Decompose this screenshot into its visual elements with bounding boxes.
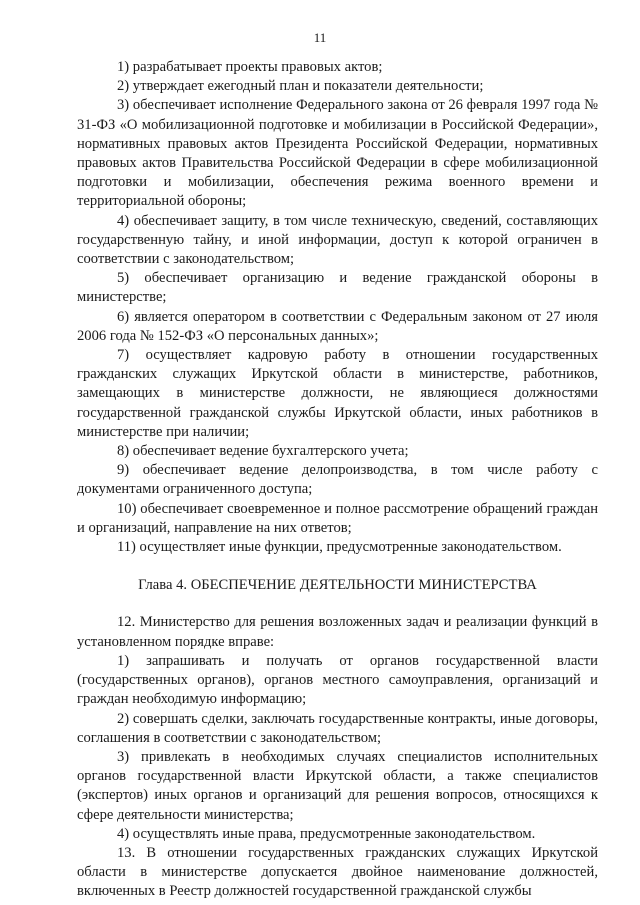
document-body (77, 58, 598, 902)
list-item: 3) привлекать в необходимых случаях специалистов исполнительных органов государственной власти Иркутской области, а также специалистов (экспертов) иных органов и организаций для решения вопросов, относящихся к сфере деятельности министерства; (77, 748, 598, 823)
list-item: 9) обеспечивает ведение делопроизводства, в том числе работу с документами ограниченного доступа; (77, 462, 598, 498)
list-item: 11) осуществляет иные функции, предусмотренные законодательством. (117, 539, 562, 556)
list-item: 6) является оператором в соответствии с Федеральным законом от 27 июля 2006 года № 152-ФЗ «О персональных данных»; (77, 308, 598, 344)
list-item: 4) обеспечивает защиту, в том числе техническую, сведений, составляющих государственную тайну, и иной информации, доступ к которой ограничен в соответствии с законодательством; (77, 212, 598, 268)
list-item: 1) разрабатывает проекты правовых актов; (117, 59, 383, 75)
list-item: 4) осуществлять иные права, предусмотренные законодательством. (117, 825, 536, 842)
list-item: 1) запрашивать и получать от органов государственной власти (государственных органов), органов местного самоуправления, организаций и граждан необходимую информацию; (77, 652, 598, 708)
spacer (77, 557, 598, 576)
list-item: 2) утверждает ежегодный план и показатели деятельности; (117, 78, 484, 95)
list-item: 5) обеспечивает организацию и ведение гражданской обороны в министерстве; (77, 270, 598, 306)
list-item: 10) обеспечивает своевременное и полное рассмотрение обращений граждан и организаций, направление на них ответов; (77, 500, 598, 536)
chapter-heading: Глава 4. ОБЕСПЕЧЕНИЕ ДЕЯТЕЛЬНОСТИ МИНИСТЕРСТВА (138, 577, 537, 594)
list-item: 8) обеспечивает ведение бухгалтерского учета; (117, 443, 409, 460)
list-item: 7) осуществляет кадровую работу в отношении государственных гражданских служащих Иркутской области в министерстве, работников, замещающих в министерстве должности, не являющиеся должностями государственной гражданской службы Иркутской области, иных работников в министерстве при наличии; (77, 347, 598, 440)
paragraph-12: 12. Министерство для решения возложенных задач и реализации функций в установленном порядке вправе: (77, 614, 598, 650)
page-number: 11 (313, 30, 327, 45)
list-item: 2) совершать сделки, заключать государственные контракты, иные договоры, соглашения в соответствии с законодательством; (77, 710, 598, 746)
spacer (77, 595, 598, 613)
list-item: 3) обеспечивает исполнение Федерального закона от 26 февраля 1997 года № 31-ФЗ «О мобилизационной подготовке и мобилизации в Российской Федерации», нормативных правовых актов Президента Российской Федерации, нормативных правовых актов Правительства Российской Федерации в сфере мобилизационной подготовки и мобилизации, обеспечения режима военного времени и территориальной обороны; (77, 97, 598, 210)
paragraph-13: 13. В отношении государственных гражданских служащих Иркутской области в министерстве допускается двойное наименование должностей, включенных в Реестр должностей государственной гражданской службы (77, 844, 598, 900)
